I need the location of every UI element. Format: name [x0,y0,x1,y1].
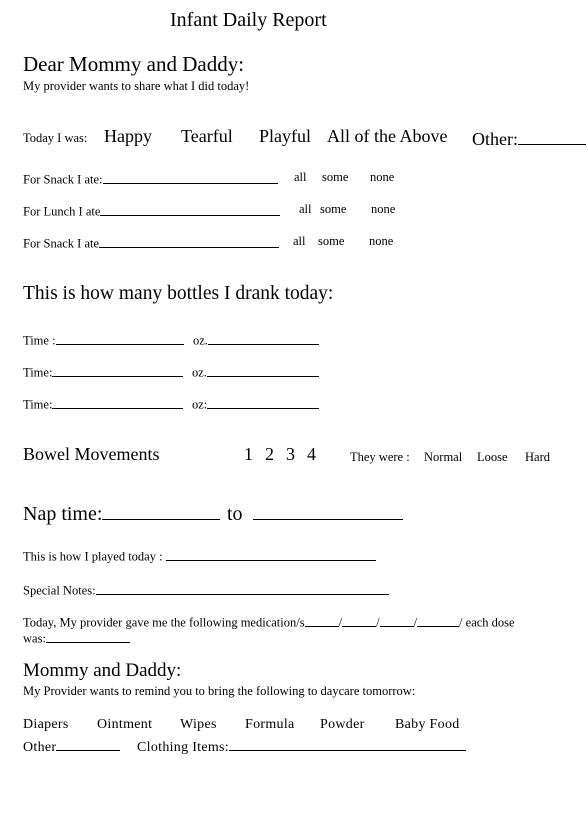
nap-to-label: to [227,503,243,525]
medication-each-dose: / each dose [459,615,515,630]
reminder-other-row [23,736,120,756]
bottle-oz-label: oz. [192,365,207,380]
reminder-item-baby-food[interactable]: Baby Food [395,717,460,732]
meal-option-some[interactable]: some [318,234,345,248]
medication-slash: / [376,615,380,630]
nap-end [227,499,403,526]
meal-label: For Snack I ate [23,236,100,251]
mood-other-field[interactable] [518,126,586,145]
meal-option-none[interactable]: none [370,170,395,184]
bottle-row [23,395,183,413]
played-row [23,547,376,565]
medication-field-4[interactable] [417,613,459,627]
bowel-count-3[interactable]: 3 [286,444,295,464]
mood-other-label: Other: [472,129,518,149]
bowel-count-2[interactable]: 2 [265,444,274,464]
medication-was-field[interactable] [46,629,130,643]
bottle-oz [192,363,319,381]
meal-field[interactable] [99,234,279,248]
bottle-time-field[interactable] [52,395,183,409]
meal-option-some[interactable]: some [320,202,347,216]
bowel-count-4[interactable]: 4 [307,444,316,464]
meal-option-none[interactable]: none [369,234,394,248]
reminder-clothing-row [137,736,466,756]
reminder-heading: Mommy and Daddy: [23,660,182,681]
bowel-type-hard[interactable]: Hard [525,450,550,464]
medication-was-row [23,629,130,647]
medication-slash: / [338,615,343,630]
medication-label: Today, My provider gave me the following medication/s [23,615,305,630]
reminder-other-field[interactable] [56,736,120,751]
played-label: This is how I played today : [23,549,163,564]
bottle-oz-field[interactable] [207,395,319,409]
mood-option-other[interactable] [472,126,586,150]
meal-field[interactable] [100,202,280,216]
bottle-oz-field[interactable] [208,331,319,345]
bowel-type-loose[interactable]: Loose [477,450,508,464]
bottle-row [23,331,184,349]
nap-end-field[interactable] [253,499,403,520]
notes-row [23,581,389,599]
mood-option-playful[interactable]: Playful [259,126,311,146]
reminder-clothing-field[interactable] [229,736,466,751]
meal-option-all[interactable]: all [293,234,306,248]
reminder-item-wipes[interactable]: Wipes [180,717,217,732]
bottle-time-field[interactable] [56,331,184,345]
bottle-oz-label: oz. [193,333,208,348]
medication-was-label: was: [23,631,46,646]
meal-label: For Snack I ate: [23,172,103,187]
bowel-type-normal[interactable]: Normal [424,450,463,464]
mood-option-happy[interactable]: Happy [104,126,152,146]
bottle-time-field[interactable] [52,363,183,377]
meal-row-snack-1 [23,170,278,188]
nap-start-field[interactable] [102,499,220,520]
meal-label: For Lunch I ate [23,204,101,219]
page-title: Infant Daily Report [170,9,327,31]
nap-row [23,499,220,526]
meal-field[interactable] [103,170,278,184]
reminder-clothing-label: Clothing Items: [137,740,229,755]
bottle-row [23,363,183,381]
notes-label: Special Notes: [23,583,96,598]
bowel-count-1[interactable]: 1 [244,444,253,464]
reminder-item-diapers[interactable]: Diapers [23,717,69,732]
bottle-time-label: Time: [23,365,53,380]
meal-option-all[interactable]: all [299,202,312,216]
medication-field-2[interactable] [342,613,376,627]
bottle-oz-label: oz: [192,397,208,412]
mood-label: Today I was: [23,131,88,145]
medication-field-3[interactable] [380,613,414,627]
meal-option-none[interactable]: none [371,202,396,216]
medication-field-1[interactable] [305,613,339,627]
medication-row [23,613,515,631]
bottle-time-label: Time: [23,397,53,412]
played-field[interactable] [166,547,376,561]
reminder-other-label: Other [23,740,57,755]
reminder-item-powder[interactable]: Powder [320,717,365,732]
meal-row-lunch [23,202,280,220]
intro-text: My provider wants to share what I did today! [23,79,250,93]
bowel-label: Bowel Movements [23,444,160,464]
bowel-type-label: They were : [350,450,410,464]
meal-option-some[interactable]: some [322,170,349,184]
bottle-time-label: Time : [23,333,56,348]
mood-option-all[interactable]: All of the Above [327,126,448,146]
reminder-text: My Provider wants to remind you to bring the following to daycare tomorrow: [23,684,416,698]
bottles-heading: This is how many bottles I drank today: [23,283,334,304]
meal-option-all[interactable]: all [294,170,307,184]
notes-field[interactable] [96,581,389,595]
meal-row-snack-2 [23,234,279,252]
bottle-oz [193,331,319,349]
medication-slash: / [413,615,418,630]
mood-option-tearful[interactable]: Tearful [181,126,233,146]
bottle-oz-field[interactable] [207,363,319,377]
reminder-item-formula[interactable]: Formula [245,717,295,732]
nap-label: Nap time: [23,503,103,525]
greeting-heading: Dear Mommy and Daddy: [23,52,245,76]
bottle-oz [192,395,319,413]
reminder-item-ointment[interactable]: Ointment [97,717,153,732]
